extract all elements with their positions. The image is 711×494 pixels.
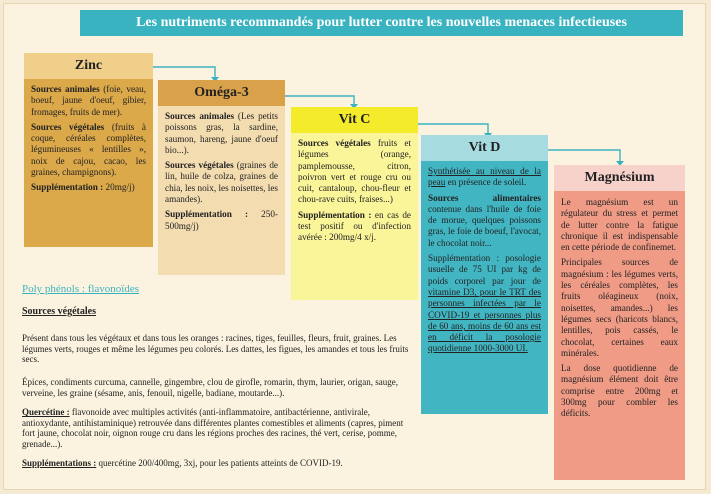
poly-supp-text: quercétine 200/400mg, 3xj, pour les patients atteints de COVID-19. [96,458,343,468]
omega-animal-text: (Les petits poissons gras, la sardine, saumon, hareng, jaune d'oeuf bio...). [165,111,278,155]
magnesium-p2: Principales sources de magnésium : les légumes verts, les céréales complètes, les fruits oléagineux (noix, noisettes, amandes...) les légumes secs (haricots blancs, lentilles, pois cassés, le chocolat, certaines eaux minérales. [561,257,678,358]
zinc-supp-text: 20mg/j) [103,182,135,193]
poly-supp-label: Supplémentations : [22,458,97,468]
omega-veg-label: Sources végétales [165,160,234,171]
vitd-synth-underlined: Synthétisée au niveau de la peau [428,166,541,188]
magnesium-header: Magnésium [554,165,685,191]
vitc-supp-text: en cas de test positif ou d'infection avérée : 200mg/4 x/j. [298,209,411,243]
vitc-header: Vit C [291,107,418,133]
omega-veg-text: (graines de lin, huile de colza, graines de chia, les noix, les noisettes, les amandes). [165,160,278,205]
vitc-veg-label: Sources végétales [298,138,371,148]
zinc-animal-label: Sources animales [31,84,100,94]
polyphenols-supplementation [22,458,412,469]
zinc-header: Zinc [24,53,153,79]
polyphenols-title: Poly phénols : flavonoïdes [22,283,140,295]
magnesium-panel [554,191,685,480]
page-title: Les nutriments recommandés pour lutter contre les nouvelles menaces infectieuses [80,10,683,36]
magnesium-p1: Le magnésium est un régulateur du stress et permet de lutter contre la fatigue chronique il est indispensable en cette période de confinemet. [561,197,678,253]
vitd-panel [421,161,548,414]
quercetine-label: Quercétine : [22,407,70,417]
polyphenols-quercetine [22,407,412,449]
polyphenols-p1: Présent dans tous les végétaux et dans tous les oranges : racines, tiges, feuilles, fleurs, fruit, graines. Les légumes verts, rouges et même les légumes peu colorés. Les dattes, les figues, les amandes et tous les fruits secs. [22,333,409,365]
omega-panel [158,106,285,275]
vitd-supp-underlined: vitamine D3, pour le TRT des personnes infectées par le COVID-19 et personnes plus de 60 ans, moins de 60 ans est en déficit la posologie quotidienne 1000-3000 UI. [428,286,541,354]
vitd-supp-text: Supplémentation : posologie usuelle de 75 UI par kg de poids corporel par jour de [428,253,541,286]
polyphenols-subtitle: Sources végétales [22,306,96,317]
quercetine-text: flavonoide avec multiples activités (anti-inflammatoire, antibactérienne, antivirale, antioxydante, antihistaminique) retrouvée dans différentes plantes comestibles et aliments (capres, piment fort jaune, chocolat noir, oignon rouge cru dans les régions proches des racines, thé vert, cerise, pomme, grenade...). [22,407,404,449]
zinc-supp-label: Supplémentation : [31,182,104,193]
vitc-veg-text: fruits et légumes (orange, pamplemousse, citron, poivron vert et rouge cru ou cuit, cantaloup, chou-fleur et chou-rave cuits, fraises...) [298,138,411,205]
vitc-supp-label: Supplémentation : [298,209,372,220]
polyphenols-p2: Épices, condiments curcuma, cannelle, gingembre, clou de girofle, romarin, thym, laurier, origan, sauge, verveine, les graine (sésame, anis, fenouil, nigelle, badiane, moutarde...). [22,377,399,398]
magnesium-p3: La dose quotidienne de magnésium élément doit être comprise entre 200mg et 300mg pour combler les déficits. [561,363,678,419]
omega-header: Oméga-3 [158,80,285,106]
zinc-veg-text: (fruits à coque, céréales complètes, légumineuses « lentilles », noix de cajou, cacao, les graines, champignons). [31,121,146,178]
vitd-header: Vit D [421,135,548,161]
zinc-panel [24,79,153,247]
vitd-food-label: Sources alimentaires [428,192,541,203]
omega-supp-label: Supplémentation : [165,209,249,220]
vitd-food-text: contenue dans l'huile de foie de morue, quelques poissons gras, le foie de boeuf, l'avocat, le chocolat noir... [428,203,541,248]
vitd-synth-text: en présence de soleil. [445,177,527,188]
vitc-panel [291,133,418,300]
omega-animal-label: Sources animales [165,111,235,121]
zinc-veg-label: Sources végétales [31,121,105,132]
zinc-animal-text: (foie, veau, boeuf, jaune d'oeuf, gibier, fromages, fruits de mer). [31,84,146,117]
omega-supp-text: 250-500mg/j) [165,209,278,231]
